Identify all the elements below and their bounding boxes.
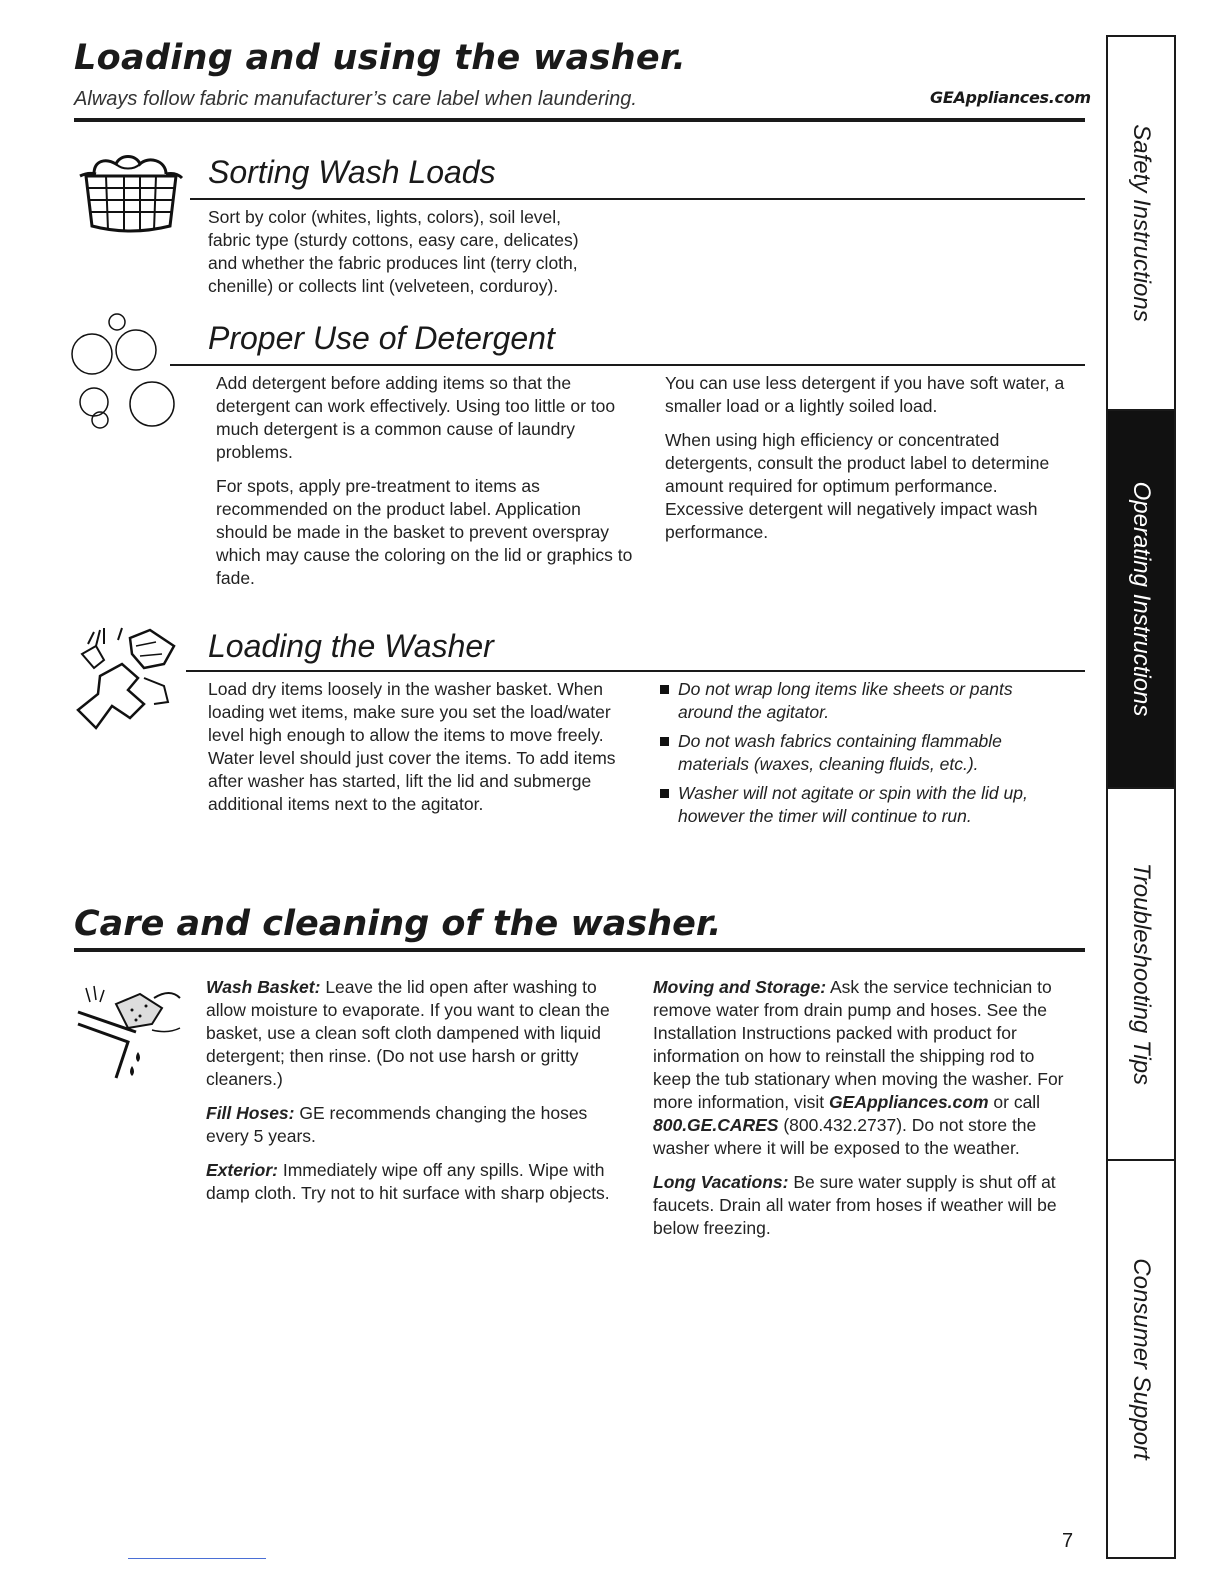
loading-heading: Loading the Washer (208, 628, 494, 664)
detergent-paragraph: Add detergent before adding items so that the detergent can work effectively. Using too little or too much detergent is a common cause of laundry problems. (216, 373, 616, 462)
tab-safety-instructions[interactable]: Safety Instructions (1108, 37, 1174, 411)
care-right-column (653, 976, 1071, 1251)
detergent-paragraph: You can use less detergent if you have soft water, a smaller load or a lightly soiled load. (665, 373, 1065, 416)
section-tabs (1106, 35, 1176, 1559)
long-vacations-paragraph: Long Vacations: Be sure water supply is shut off at faucets. Drain all water from hoses if weather will be below freezing. (653, 1172, 1057, 1238)
sponge-cleaning-icon (76, 984, 186, 1080)
loading-text: Load dry items loosely in the washer basket. When loading wet items, make sure you set the load/water level high enough to allow the items to move freely. Water level should just cover the items. To add items after washer has started, lift the lid and submerge additional items next to the agitator. (208, 679, 616, 814)
tab-troubleshooting-tips[interactable]: Troubleshooting Tips (1108, 789, 1174, 1161)
detergent-paragraph: When using high efficiency or concentrated detergents, consult the product label to determine amount required for optimum performance. Excessive detergent will negatively impact wash performance. (665, 430, 1050, 542)
detergent-right-column (665, 372, 1070, 555)
bubbles-icon (70, 310, 180, 436)
sorting-text: Sort by color (whites, lights, colors), soil level, fabric type (sturdy cottons, easy care, delicates) and whether the fabric produces lint (terry cloth, chenille) or collects lint (velveteen, corduroy). (208, 207, 579, 296)
laundry-basket-icon (76, 152, 186, 236)
sorting-rule (190, 198, 1085, 200)
bullet-square-icon (660, 789, 669, 798)
loading-rule (186, 670, 1085, 672)
moving-storage-paragraph: Moving and Storage: Ask the service technician to remove water from drain pump and hoses. See the Installation Instructions packed with product for information on how to reinstall the shipping rod to keep the tub stationary when moving the washer. For more information, visit GEAppliances.com or call 800.GE.CARES (800.432.2737). Do not store the washer where it will be exposed to the weather. (653, 977, 1064, 1158)
loading-bullets (660, 678, 1070, 834)
wash-basket-paragraph: Wash Basket: Leave the lid open after washing to allow moisture to evaporate. If you want to clean the basket, use a clean soft cloth dampened with liquid detergent; then rinse. (Do not use harsh or gritty cleaners.) (206, 977, 610, 1089)
clothes-icon (74, 624, 186, 736)
page-title: Loading and using the washer. (74, 38, 687, 78)
care-title: Care and cleaning of the washer. (74, 904, 722, 944)
tab-operating-instructions[interactable]: Operating Instructions (1108, 411, 1174, 789)
tab-consumer-support[interactable]: Consumer Support (1128, 1258, 1155, 1460)
header-rule (74, 118, 1085, 122)
bullet-square-icon (660, 737, 669, 746)
footer-line (128, 1558, 266, 1559)
list-item: Washer will not agitate or spin with the lid up, however the timer will continue to run. (660, 782, 1070, 828)
sorting-heading: Sorting Wash Loads (208, 154, 496, 190)
website-link[interactable]: GEAppliances.com (930, 88, 1091, 107)
bullet-square-icon (660, 685, 669, 694)
page-subtitle: Always follow fabric manufacturer’s care label when laundering. (74, 88, 637, 110)
detergent-paragraph: For spots, apply pre-treatment to items as recommended on the product label. Application should be made in the basket to prevent overspray which may cause the coloring on the lid or graphics to fade. (216, 476, 633, 588)
care-left-column (206, 976, 611, 1216)
page-number: 7 (1062, 1530, 1074, 1552)
detergent-rule (170, 364, 1085, 366)
website-link[interactable]: GEAppliances.com (829, 1092, 989, 1112)
care-rule (74, 948, 1085, 952)
exterior-paragraph: Exterior: Immediately wipe off any spills. Wipe with damp cloth. Try not to hit surface with sharp objects. (206, 1160, 610, 1203)
fill-hoses-paragraph: Fill Hoses: GE recommends changing the hoses every 5 years. (206, 1103, 588, 1146)
list-item: Do not wrap long items like sheets or pants around the agitator. (660, 678, 1070, 724)
list-item: Do not wash fabrics containing flammable materials (waxes, cleaning fluids, etc.). (660, 730, 1070, 776)
detergent-left-column (216, 372, 636, 601)
phone-number: 800.GE.CARES (653, 1115, 779, 1135)
detergent-heading: Proper Use of Detergent (208, 320, 555, 356)
